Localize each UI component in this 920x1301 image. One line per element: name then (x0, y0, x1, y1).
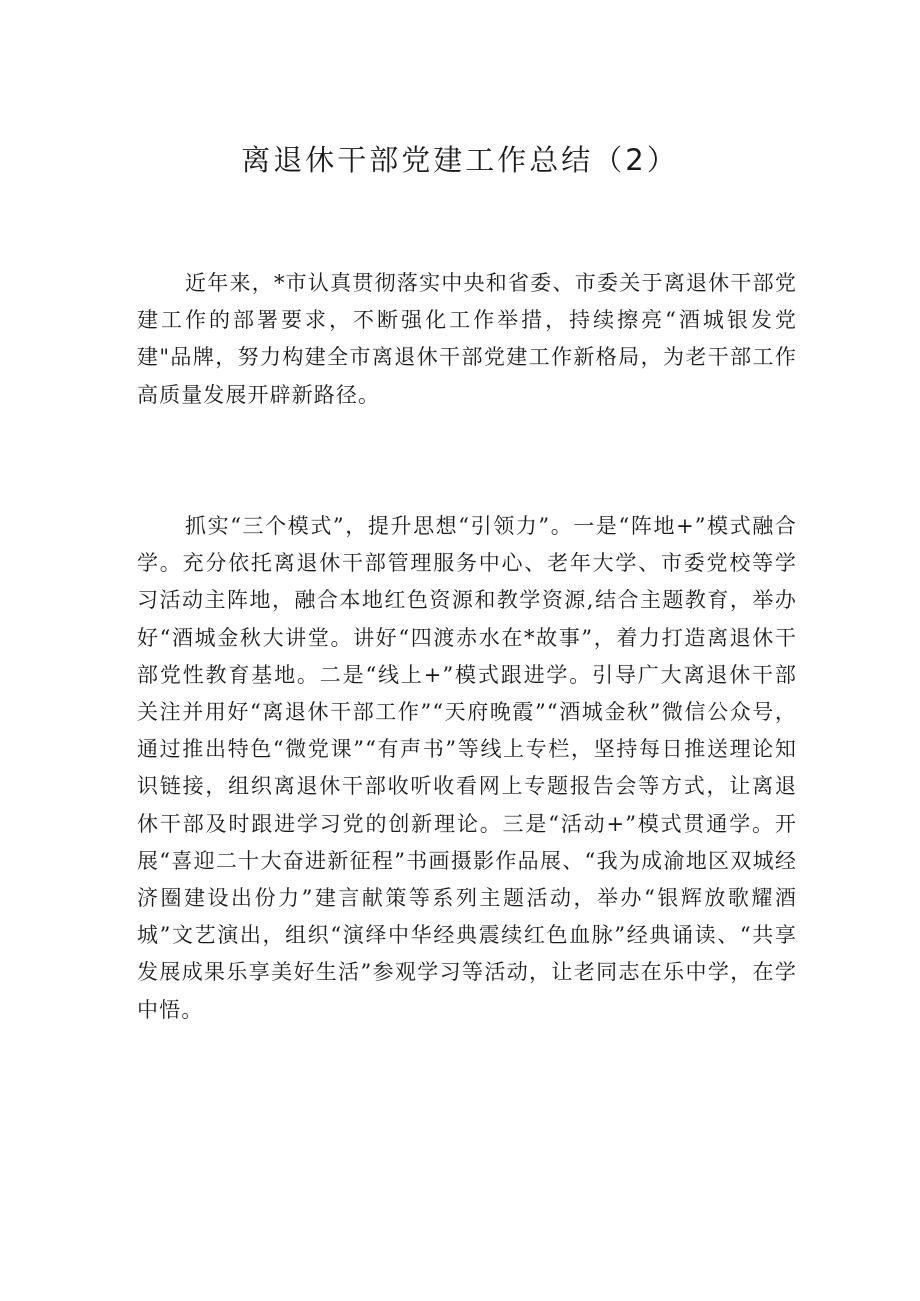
paragraph-three-modes: 抓实“三个模式”，提升思想“引领力”。一是“阵地+”模式融合学。充分依托离退休干部管理服务中心、老年大学、市委党校等学习活动主阵地，融合本地红色资源和教学资源,结合主题教育，举办好“酒城金秋大讲堂。讲好“四渡赤水在*故事”，着力打造离退休干部党性教育基地。二是“线上+”模式跟进学。引导广大离退休干部关注并用好“离退休干部工作”“天府晚霞”“酒城金秋”微信公众号，通过推出特色“微党课”“有声书”等线上专栏，坚持每日推送理论知识链接，组织离退休干部收听收看网上专题报告会等方式，让离退休干部及时跟进学习党的创新理论。三是“活动+”模式贯通学。开展“喜迎二十大奋进新征程”书画摄影作品展、“我为成渝地区双城经济圈建设出份力”建言献策等系列主题活动，举办“银辉放歌耀酒城”文艺演出，组织“演绎中华经典震续红色血脉”经典诵读、“共享发展成果乐享美好生活”参观学习等活动，让老同志在乐中学，在学中悟。 (137, 514, 797, 1022)
document-title: 离退休干部党建工作总结（2） (241, 143, 679, 177)
paragraph-intro: 近年来，*市认真贯彻落实中央和省委、市委关于离退休干部党建工作的部署要求，不断强化工作举措，持续擦亮“酒城银发党建"品牌，努力构建全市离退休干部党建工作新格局，为老干部工作高质量发展开辟新路径。 (137, 271, 797, 407)
